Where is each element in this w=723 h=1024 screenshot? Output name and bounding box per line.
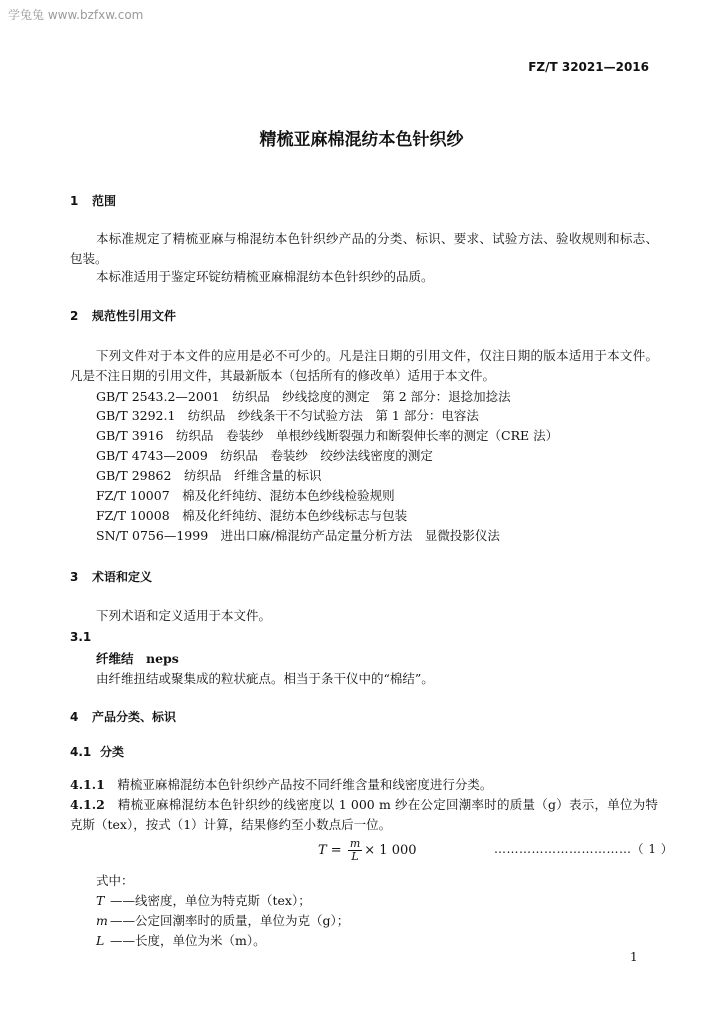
- where-label: 式中：: [96, 873, 134, 888]
- page-number: 1: [630, 950, 638, 964]
- variable-definition: T ——线密度，单位为特克斯（tex）；: [96, 893, 311, 908]
- reference-item: GB/T 29862 纺织品 纤维含量的标识: [96, 468, 322, 483]
- variable-definition: L ——长度，单位为米（m）。: [96, 933, 266, 948]
- variable-definition: m ——公定回潮率时的质量，单位为克（g）；: [96, 913, 350, 928]
- section-2-intro: 下列文件对于本文件的应用是必不可少的。凡是注日期的引用文件，仅注日期的版本适用于本文件。凡是不注日期的引用文件，其最新版本（包括所有的修改单）适用于本文件。: [70, 348, 658, 383]
- reference-item: GB/T 3916 纺织品 卷装纱 单根纱线断裂强力和断裂伸长率的测定（CRE 法）: [96, 428, 559, 443]
- reference-item: FZ/T 10008 棉及化纤纯纺、混纺本色纱线标志与包装: [96, 508, 408, 523]
- section-3-intro: 下列术语和定义适用于本文件。: [96, 608, 272, 623]
- subsection-4-1-heading: 4.1 分类: [70, 745, 125, 759]
- watermark: 学兔兔 www.bzfxw.com: [8, 8, 144, 22]
- clause-4-1-2: 4.1.2 精梳亚麻棉混纺本色针织纱的线密度以 1 000 m 纱在公定回潮率时的质量（g）表示，单位为特克斯（tex），按式（1）计算，结果修约至小数点后一位。: [70, 797, 658, 832]
- document-title: 精梳亚麻棉混纺本色针织纱: [259, 130, 464, 150]
- section-4-heading: 4 产品分类、标识: [70, 710, 177, 724]
- term-definition: 由纤维扭结或聚集成的粒状疵点。相当于条干仪中的“棉结”。: [96, 671, 434, 686]
- formula-label: ……………………………（ 1 ）: [494, 842, 674, 856]
- section-1-heading: 1 范围: [70, 194, 117, 208]
- standard-number: FZ/T 32021—2016: [528, 60, 649, 74]
- term-name: 纤维结 neps: [96, 651, 179, 666]
- term-number: 3.1: [70, 630, 92, 644]
- reference-item: GB/T 4743—2009 纺织品 卷装纱 绞纱法线密度的测定: [96, 448, 433, 463]
- reference-item: GB/T 2543.2—2001 纺织品 纱线捻度的测定 第 2 部分：退捻加捻法: [96, 389, 511, 404]
- section-1-para-1: 本标准规定了精梳亚麻与棉混纺本色针织纱产品的分类、标识、要求、试验方法、验收规则和标志、包装。: [70, 231, 658, 266]
- section-3-heading: 3 术语和定义: [70, 570, 153, 584]
- formula-1: T = $\frac{m}{L}$ × 1 000: [318, 837, 417, 863]
- section-1-para-2: 本标准适用于鉴定环锭纺精梳亚麻棉混纺本色针织纱的品质。: [96, 269, 434, 284]
- reference-item: GB/T 3292.1 纺织品 纱线条干不匀试验方法 第 1 部分：电容法: [96, 408, 479, 423]
- section-2-heading: 2 规范性引用文件: [70, 309, 177, 323]
- reference-item: FZ/T 10007 棉及化纤纯纺、混纺本色纱线检验规则: [96, 488, 395, 503]
- clause-4-1-1: 4.1.1 精梳亚麻棉混纺本色针织纱产品按不同纤维含量和线密度进行分类。: [70, 777, 493, 792]
- reference-item: SN/T 0756—1999 进出口麻/棉混纺产品定量分析方法 显微投影仪法: [96, 528, 500, 543]
